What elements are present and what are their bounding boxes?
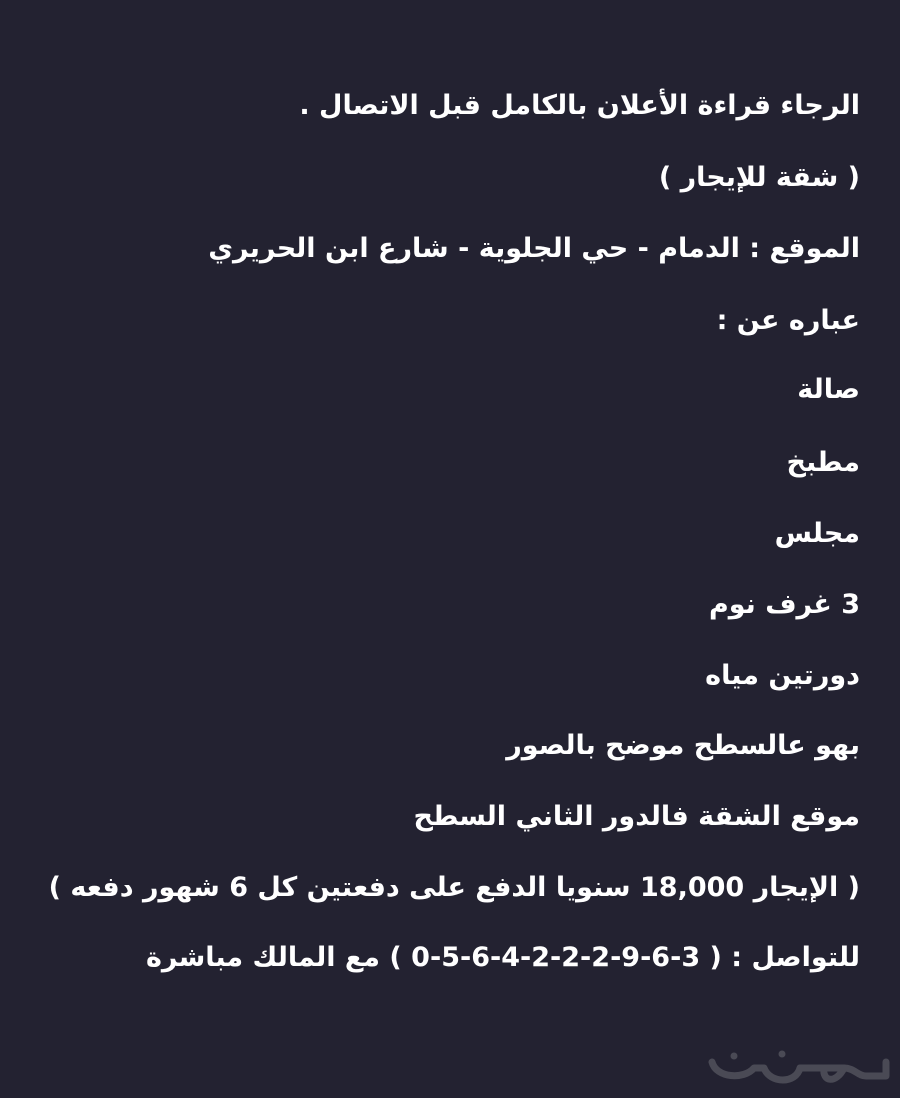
- feature-hall: صالة: [797, 374, 860, 405]
- feature-majlis: مجلس: [774, 518, 860, 549]
- location-line: الموقع : الدمام - حي الجلوية - شارع ابن الحريري: [208, 233, 860, 264]
- contact-line: للتواصل : ( 3-6-9-2-2-2-4-6-5-0 ) مع المالك مباشرة: [145, 942, 860, 973]
- rent-line: ( الإيجار 18,000 سنويا الدفع على دفعتين كل 6 شهور دفعه ): [48, 872, 860, 903]
- feature-bathrooms: دورتين مياه: [705, 660, 860, 691]
- floor-line: موقع الشقة فالدور الثاني السطح: [413, 801, 860, 832]
- ad-title: ( شقة للإيجار ): [658, 162, 860, 193]
- haraj-watermark-logo: [704, 1048, 894, 1092]
- consists-of-label: عباره عن :: [716, 305, 860, 336]
- feature-bedrooms: 3 غرف نوم: [708, 589, 860, 620]
- notice-line: الرجاء قراءة الأعلان بالكامل قبل الاتصال .: [299, 90, 860, 121]
- feature-kitchen: مطبخ: [786, 447, 860, 478]
- feature-roof-hall: بهو عالسطح موضح بالصور: [506, 730, 860, 761]
